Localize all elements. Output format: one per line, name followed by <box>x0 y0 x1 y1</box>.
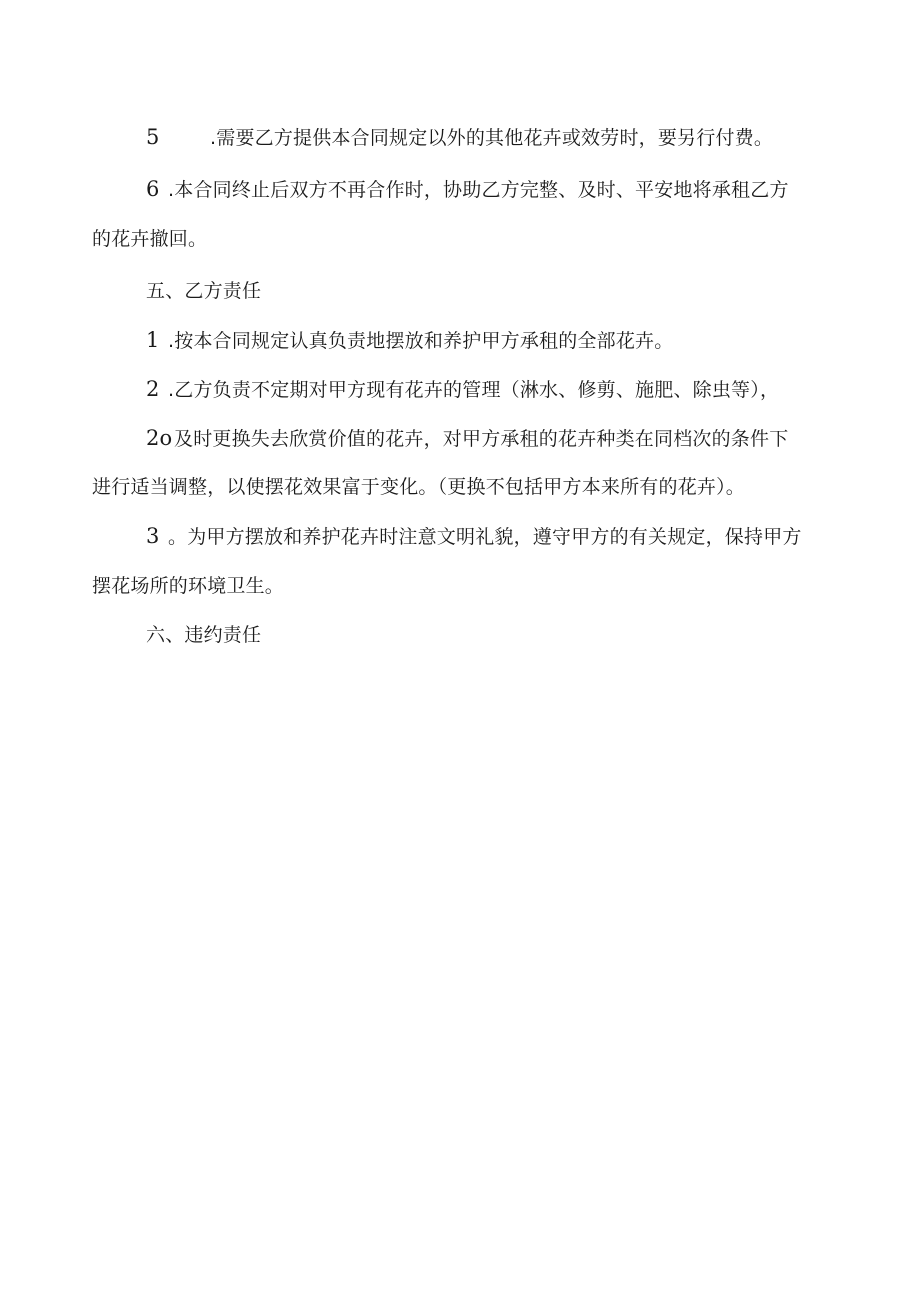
clause-number: 6 <box>146 177 160 201</box>
clause-number: 3 <box>146 524 160 548</box>
clause-text: .按本合同规定认真负责地摆放和养护甲方承租的全部花卉。 <box>168 330 674 352</box>
clause-number: 2 <box>146 377 160 401</box>
clause-3-continuation: 摆花场所的环境卫生。 <box>92 575 285 597</box>
clause-number: 2o <box>146 426 173 450</box>
clause-number: 1 <box>146 328 160 352</box>
clause-text: .需要乙方提供本合同规定以外的其他花卉或效劳时，要另行付费。 <box>210 127 774 149</box>
clause-number: 5 <box>146 125 160 149</box>
clause-6 <box>146 176 789 203</box>
clause-2 <box>146 376 779 403</box>
clause-text: 。为甲方摆放和养护花卉时注意文明礼貌，遵守甲方的有关规定，保持甲方 <box>168 526 802 548</box>
clause-text: .乙方负责不定期对甲方现有花卉的管理（淋水、修剪、施肥、除虫等）， <box>168 379 780 401</box>
clause-6-continuation: 的花卉撤回。 <box>92 228 208 250</box>
clause-text: .本合同终止后双方不再合作时，协助乙方完整、及时、平安地将承租乙方 <box>168 179 789 201</box>
clause-1 <box>146 327 673 354</box>
section-heading-6: 六、违约责任 <box>146 624 262 646</box>
section-heading-5: 五、乙方责任 <box>146 280 262 302</box>
clause-2o <box>146 425 788 452</box>
clause-text: 及时更换失去欣赏价值的花卉，对甲方承租的花卉种类在同档次的条件下 <box>174 428 789 450</box>
clause-2o-continuation: 进行适当调整，以使摆花效果富于变化。（更换不包括甲方本来所有的花卉）。 <box>92 476 746 498</box>
clause-3 <box>146 523 802 550</box>
clause-5 <box>146 124 773 151</box>
